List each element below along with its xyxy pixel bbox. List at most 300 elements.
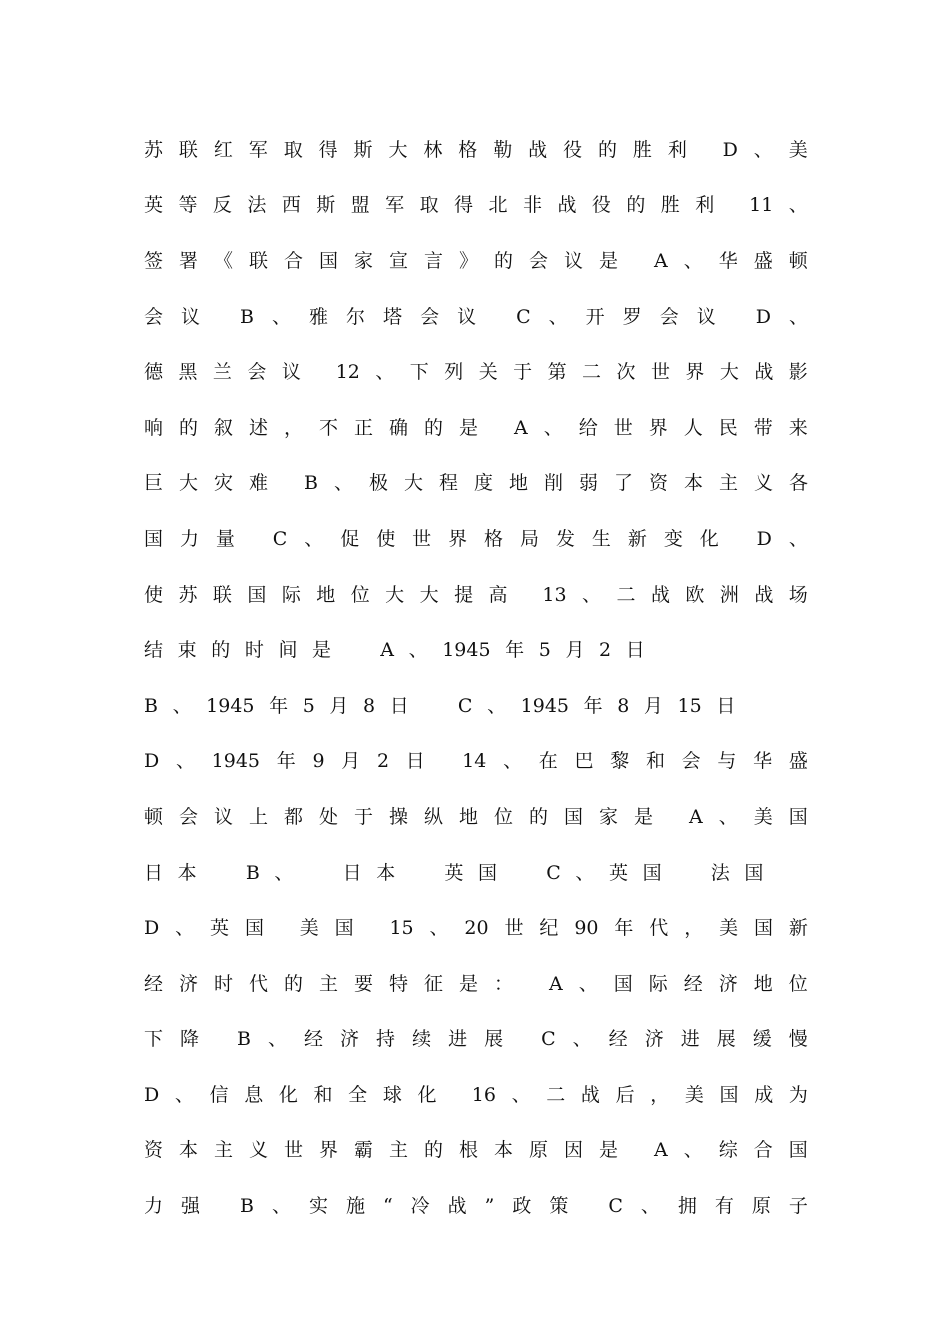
glyph: 美 [753,805,773,828]
glyph: 尔 [346,305,366,328]
glyph: 际 [281,583,301,606]
glyph: 和 [313,1083,333,1106]
glyph: 各 [788,472,808,495]
glyph: 下 [144,1028,164,1051]
text-line [144,122,808,178]
glyph: 根 [459,1139,479,1162]
glyph: 位 [350,583,370,606]
text-line [144,233,808,289]
glyph: 响 [144,416,164,439]
glyph: 议 [696,305,716,328]
text-line [144,900,808,956]
glyph: 大 [403,472,423,495]
glyph: 、 [548,305,568,328]
glyph: 役 [591,194,611,217]
glyph: 经 [144,972,164,995]
glyph: B [240,305,254,328]
glyph: 第 [547,361,567,384]
glyph: B [239,1195,254,1218]
glyph: 5 [302,694,315,717]
glyph: 结 [144,639,164,662]
glyph: 国 [744,861,764,884]
glyph: 得 [318,138,338,161]
glyph: 家 [354,249,374,272]
text-line [144,1012,808,1068]
glyph: 、 [304,527,324,550]
glyph: 战 [447,1195,467,1218]
glyph: 场 [788,583,808,606]
glyph: 议 [281,361,301,384]
glyph: 时 [214,972,234,995]
glyph: C [457,694,473,717]
glyph: 日 [389,694,409,717]
glyph: 成 [754,1083,774,1106]
glyph: 国 [564,805,584,828]
glyph: 洲 [719,583,739,606]
glyph: 关 [478,361,498,384]
glyph: 高 [488,583,508,606]
glyph: 议 [181,305,201,328]
glyph: 会 [179,805,199,828]
glyph: 的 [626,194,646,217]
glyph: 塔 [383,305,403,328]
glyph: D [722,138,738,161]
glyph: 战 [528,138,548,161]
glyph: 续 [412,1028,432,1051]
glyph: 大 [419,583,439,606]
text-line [144,344,808,400]
glyph: 代 [649,917,669,940]
glyph: 位 [494,805,514,828]
glyph: 慢 [788,1028,808,1051]
glyph: 盛 [753,249,773,272]
glyph: 盛 [788,750,808,773]
glyph: 军 [248,138,268,161]
glyph: 霸 [354,1139,374,1162]
glyph: 义 [753,472,773,495]
glyph: 国 [247,583,267,606]
glyph: 华 [753,750,773,773]
glyph: 正 [354,416,374,439]
glyph: 冷 [410,1195,430,1218]
glyph: 战 [754,583,774,606]
glyph: 、 [408,639,428,662]
glyph: 欧 [685,583,705,606]
glyph: 、 [272,305,292,328]
glyph: 下 [409,361,429,384]
glyph: 、 [578,972,598,995]
glyph: 新 [627,527,647,550]
glyph: 2 [376,750,390,773]
glyph: C [541,1028,556,1051]
glyph: 国 [788,805,808,828]
glyph: 、 [788,305,808,328]
glyph: 本 [683,472,703,495]
glyph: 月 [643,694,663,717]
glyph: 次 [616,361,636,384]
glyph: 1945 [211,750,261,773]
glyph: 取 [419,194,439,217]
glyph: 勒 [493,138,513,161]
glyph: 利 [667,138,687,161]
glyph: 月 [341,750,361,773]
glyph: 是 [459,972,479,995]
glyph: 了 [613,472,633,495]
glyph: 主 [214,1139,234,1162]
glyph: 是 [599,1139,619,1162]
glyph: 持 [376,1028,396,1051]
glyph: 处 [319,805,339,828]
glyph: 兰 [212,361,232,384]
glyph: 国 [754,917,774,940]
glyph: 代 [249,972,269,995]
glyph: 经 [608,1028,628,1051]
glyph: 黑 [178,361,198,384]
glyph: 有 [714,1195,734,1218]
body-text [144,122,808,1234]
glyph: 非 [522,194,542,217]
glyph: B [144,694,158,717]
glyph: 二 [616,583,636,606]
glyph: 、 [268,1028,288,1051]
glyph: 合 [753,1139,773,1162]
glyph: 年 [614,917,634,940]
glyph: 言 [424,249,444,272]
glyph: 全 [348,1083,368,1106]
glyph: 使 [376,527,396,550]
glyph: 本 [376,861,396,884]
glyph: 8 [617,694,630,717]
glyph: 的 [529,805,549,828]
glyph: 美 [299,917,319,940]
glyph: 、 [683,1139,703,1162]
text-line [144,734,808,790]
glyph: 界 [648,416,668,439]
glyph: 主 [319,972,339,995]
glyph: 变 [663,527,683,550]
glyph: 的 [494,249,514,272]
glyph: 顿 [788,249,808,272]
glyph: 宣 [389,249,409,272]
glyph: 大 [385,583,405,606]
glyph: 北 [488,194,508,217]
glyph: 大 [719,361,739,384]
glyph: 斯 [316,194,336,217]
glyph: 巨 [144,472,164,495]
glyph: 要 [354,972,374,995]
glyph: 资 [648,472,668,495]
glyph: 球 [382,1083,402,1106]
glyph: 联 [212,583,232,606]
glyph: 法 [247,194,267,217]
text-line [144,1178,808,1234]
glyph: 使 [144,583,164,606]
glyph: 给 [578,416,598,439]
glyph: 国 [319,249,339,272]
glyph: 原 [529,1139,549,1162]
glyph: 20 [464,917,489,940]
glyph: 原 [751,1195,771,1218]
glyph: 降 [180,1028,200,1051]
glyph: 、 [683,249,703,272]
glyph: 英 [144,194,164,217]
glyph: 束 [177,639,197,662]
text-line [144,678,808,734]
glyph: 格 [458,138,478,161]
glyph: 来 [788,416,808,439]
glyph: 操 [389,805,409,828]
glyph: 信 [209,1083,229,1106]
glyph: 于 [513,361,533,384]
glyph: 经 [304,1028,324,1051]
glyph: 、 [333,472,353,495]
glyph: 列 [444,361,464,384]
glyph: 年 [505,639,525,662]
glyph: 国 [719,1083,739,1106]
glyph: 军 [385,194,405,217]
glyph: 、 [271,1195,291,1218]
glyph: 会 [681,750,701,773]
glyph: 8 [363,694,376,717]
glyph: 力 [179,527,199,550]
glyph: 资 [144,1139,164,1162]
glyph: 红 [213,138,233,161]
glyph: 缓 [752,1028,772,1051]
glyph: 年 [269,694,289,717]
glyph: 法 [710,861,730,884]
glyph: 年 [583,694,603,717]
text-line [144,456,808,512]
glyph: 上 [249,805,269,828]
glyph: 利 [695,194,715,217]
glyph: 为 [788,1083,808,1106]
glyph: 《 [214,249,234,272]
glyph: 经 [683,972,703,995]
glyph: A [688,805,703,828]
glyph: 新 [788,917,808,940]
glyph: 难 [249,472,269,495]
glyph: ， [650,1083,670,1106]
glyph: B [237,1028,251,1051]
glyph: 年 [276,750,296,773]
glyph: 日 [342,861,362,884]
glyph: 世 [284,1139,304,1162]
glyph: 会 [420,305,440,328]
glyph: 力 [144,1195,164,1218]
glyph: ， [684,917,704,940]
glyph: D [144,1083,160,1106]
glyph: 1945 [520,694,570,717]
glyph: 本 [179,1139,199,1162]
glyph: 英 [444,861,464,884]
glyph: 13 [542,583,567,606]
glyph: 得 [454,194,474,217]
glyph: D [144,750,160,773]
glyph: 人 [683,416,703,439]
glyph: D [144,917,160,940]
glyph: 国 [244,917,264,940]
glyph: 、 [753,138,773,161]
glyph: 灾 [214,472,234,495]
glyph: 战 [580,1083,600,1106]
glyph: 的 [424,1139,444,1162]
glyph: 弱 [578,472,598,495]
glyph: 英 [608,861,628,884]
text-line [144,289,808,345]
glyph: 是 [634,805,654,828]
glyph: 美 [788,138,808,161]
glyph: 济 [340,1028,360,1051]
glyph: 美 [684,1083,704,1106]
glyph: “ [382,1195,393,1218]
glyph: 1945 [206,694,255,717]
glyph: 、 [429,917,449,940]
glyph: 二 [546,1083,566,1106]
glyph: 局 [520,527,540,550]
glyph: 因 [564,1139,584,1162]
glyph: 月 [329,694,349,717]
glyph: 策 [549,1195,569,1218]
glyph: 1945 [442,639,491,662]
glyph: 家 [599,805,619,828]
glyph: 战 [650,583,670,606]
glyph: A [653,1139,668,1162]
glyph: 英 [210,917,230,940]
glyph: 化 [417,1083,437,1106]
glyph: 、 [575,861,595,884]
glyph: 界 [319,1139,339,1162]
glyph: 削 [543,472,563,495]
glyph: 14 [462,750,487,773]
glyph: 述 [249,416,269,439]
glyph: 进 [448,1028,468,1051]
text-line [144,1123,808,1179]
glyph: 地 [508,472,528,495]
glyph: 、 [375,361,395,384]
glyph: 影 [788,361,808,384]
glyph: 与 [717,750,737,773]
glyph: 子 [788,1195,808,1218]
glyph: 开 [585,305,605,328]
glyph: 是 [599,249,619,272]
glyph: 不 [319,416,339,439]
glyph: 会 [659,305,679,328]
glyph: 、 [718,805,738,828]
glyph: 反 [212,194,232,217]
text-line [144,1067,808,1123]
text-line [144,845,808,901]
glyph: ： [494,972,514,995]
glyph: 罗 [622,305,642,328]
glyph: 、 [174,1083,194,1106]
glyph: 、 [175,750,195,773]
glyph: 会 [529,249,549,272]
glyph: 纵 [424,805,444,828]
glyph: B [245,861,260,884]
glyph: 11 [749,194,774,217]
glyph: 、 [582,583,602,606]
glyph: 济 [179,972,199,995]
glyph: 程 [438,472,458,495]
glyph: 界 [448,527,468,550]
glyph: 主 [718,472,738,495]
glyph: 役 [563,138,583,161]
glyph: 、 [175,917,195,940]
glyph: 极 [368,472,388,495]
glyph: 、 [572,1028,592,1051]
glyph: 息 [244,1083,264,1106]
glyph: 大 [179,472,199,495]
glyph: 展 [484,1028,504,1051]
text-line [144,789,808,845]
glyph: 签 [144,249,164,272]
glyph: 雅 [309,305,329,328]
glyph: 90 [574,917,599,940]
glyph: 和 [645,750,665,773]
glyph: C [608,1195,623,1218]
glyph: 确 [389,416,409,439]
glyph: 是 [312,639,332,662]
glyph: 在 [538,750,558,773]
glyph: 生 [591,527,611,550]
glyph: A [380,639,394,662]
glyph: 12 [335,361,360,384]
glyph: 界 [685,361,705,384]
glyph: 国 [788,1139,808,1162]
glyph: 、 [487,694,507,717]
glyph: 二 [582,361,602,384]
glyph: 拥 [677,1195,697,1218]
glyph: 纪 [539,917,559,940]
glyph: 世 [412,527,432,550]
glyph: 苏 [178,583,198,606]
glyph: 2 [599,639,612,662]
glyph: 华 [718,249,738,272]
glyph: 国 [613,972,633,995]
glyph: 联 [249,249,269,272]
glyph: 时 [244,639,264,662]
glyph: 施 [345,1195,365,1218]
glyph: 、 [640,1195,660,1218]
glyph: 是 [459,416,479,439]
glyph: ” [484,1195,495,1218]
glyph: 度 [473,472,493,495]
glyph: A [513,416,528,439]
text-line [144,956,808,1012]
glyph: 叙 [214,416,234,439]
glyph: 的 [284,972,304,995]
glyph: 、 [511,1083,531,1106]
text-line [144,511,808,567]
glyph: 济 [718,972,738,995]
glyph: 世 [613,416,633,439]
glyph: 位 [788,972,808,995]
glyph: A [548,972,563,995]
glyph: 地 [316,583,336,606]
glyph: 发 [555,527,575,550]
glyph: 实 [308,1195,328,1218]
glyph: 国 [642,861,662,884]
glyph: 战 [754,361,774,384]
glyph: 、 [503,750,523,773]
glyph: 量 [215,527,235,550]
glyph: 带 [753,416,773,439]
glyph: 都 [284,805,304,828]
glyph: 、 [543,416,563,439]
glyph: 国 [144,527,164,550]
glyph: 政 [512,1195,532,1218]
glyph: 促 [340,527,360,550]
